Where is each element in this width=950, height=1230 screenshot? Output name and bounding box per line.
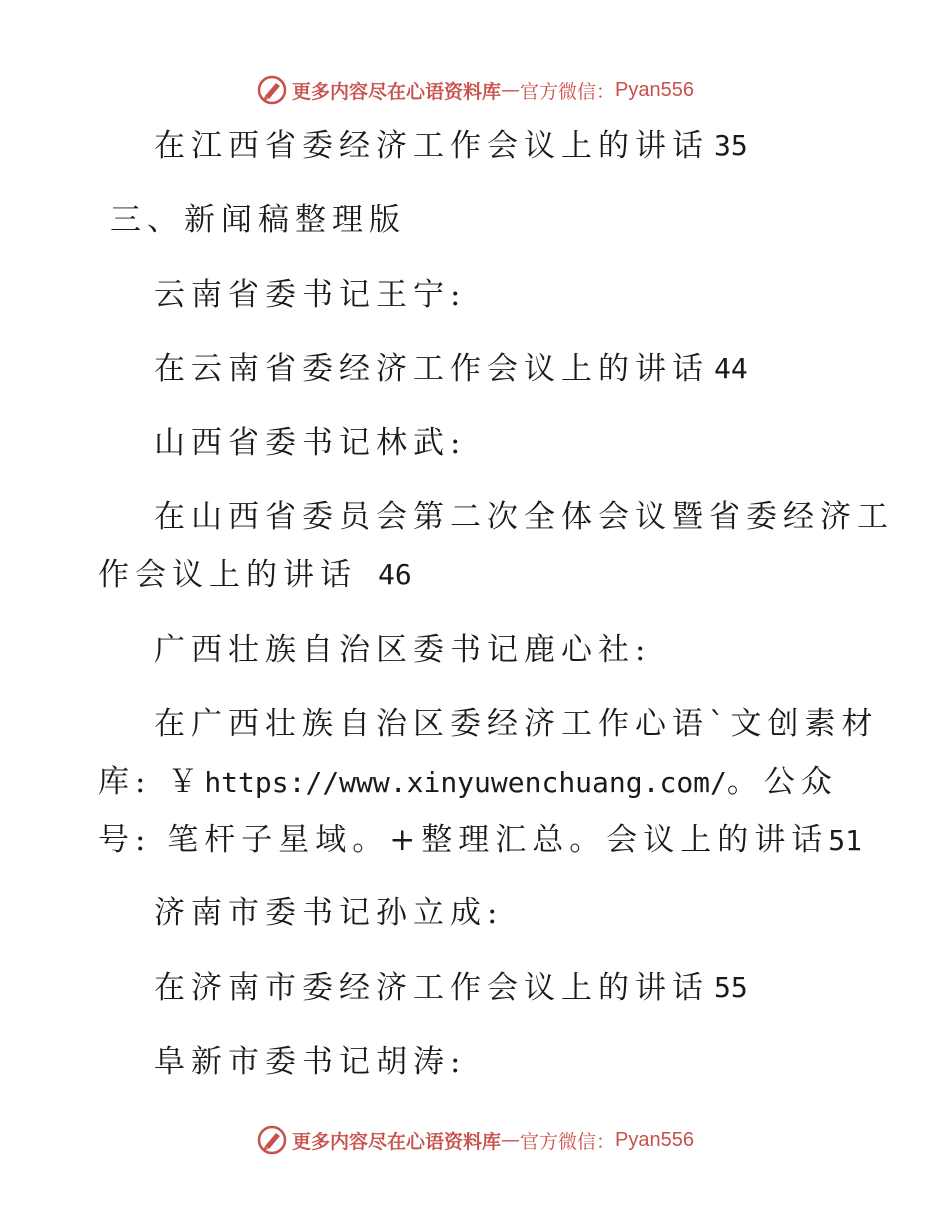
- toc-page-number: 35: [714, 129, 748, 162]
- banner-wechat-label: 官方微信：: [520, 1130, 616, 1153]
- toc-entry-shanxi-line1: 在山西省委员会第二次全体会议暨省委经济工: [154, 499, 894, 535]
- toc-entry-jiangxi: [154, 126, 748, 166]
- footer-banner: [0, 1120, 950, 1160]
- toc-author-jinan: 济南市委书记孙立成:: [154, 895, 504, 931]
- toc-entry-title: 号: 笔杆子星域。+整理汇总。会议上的讲话: [98, 822, 829, 858]
- banner-wechat-id: Pyan556: [615, 78, 694, 101]
- toc-entry-guangxi-line2: [98, 762, 838, 803]
- toc-entry-title: 作会议上的讲话: [98, 557, 357, 593]
- banner-separator: —: [501, 1129, 521, 1151]
- header-banner: [0, 70, 950, 110]
- toc-entry-shanxi-line2: [98, 555, 412, 595]
- banner-wechat-label: 官方微信：: [520, 80, 616, 103]
- pen-logo-icon: [256, 1124, 288, 1156]
- toc-entry-title: 在江西省委经济工作会议上的讲话: [154, 128, 709, 164]
- website-url: https://www.xinyuwenchuang.com/: [204, 766, 727, 799]
- banner-text: 更多内容尽在心语资料库: [292, 80, 502, 103]
- toc-entry-guangxi-line3: [98, 820, 862, 861]
- toc-page-number: 46: [378, 558, 412, 591]
- toc-entry-title: 在云南省委经济工作会议上的讲话: [154, 351, 709, 387]
- pen-logo-icon: [256, 74, 288, 106]
- toc-entry-title: 在济南市委经济工作会议上的讲话: [154, 970, 709, 1006]
- section-heading: 三、新闻稿整理版: [110, 202, 406, 238]
- toc-page-number: 44: [714, 352, 748, 385]
- toc-entry-guangxi-line1: 在广西壮族自治区委经济工作心语`文创素材: [154, 706, 879, 742]
- toc-page-number: 55: [714, 971, 748, 1004]
- toc-author-fuxin: 阜新市委书记胡涛:: [154, 1044, 467, 1080]
- line-prefix: 库: ￥: [98, 764, 205, 800]
- banner-wechat-id: Pyan556: [615, 1128, 694, 1151]
- banner-separator: —: [501, 79, 521, 101]
- line-suffix: 。公众: [726, 764, 838, 800]
- toc-entry-jinan: [154, 968, 748, 1008]
- toc-author-guangxi: 广西壮族自治区委书记鹿心社:: [154, 632, 652, 668]
- toc-author-yunnan: 云南省委书记王宁:: [154, 277, 467, 313]
- toc-page-number: 51: [828, 824, 862, 857]
- banner-text: 更多内容尽在心语资料库: [292, 1130, 502, 1153]
- toc-author-shanxi: 山西省委书记林武:: [154, 425, 467, 461]
- toc-entry-yunnan: [154, 349, 748, 389]
